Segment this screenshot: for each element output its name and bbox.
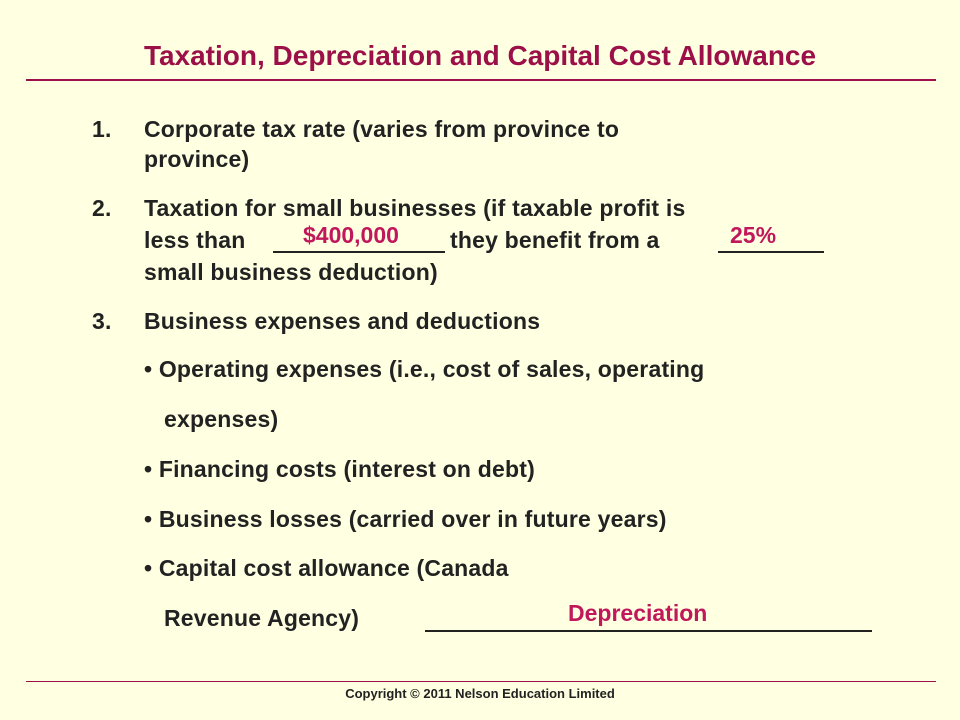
bullet-capital-cost-allowance: • Capital cost allowance (Canada	[144, 555, 509, 581]
title-underline	[26, 79, 936, 81]
bullet-operating-expenses-cont: expenses)	[164, 406, 279, 432]
bullet-capital-cost-allowance-cont: Revenue Agency)	[164, 605, 360, 631]
item-2-number: 2.	[92, 195, 112, 221]
item-3-line-1: Business expenses and deductions	[144, 308, 541, 334]
item-2-line-2b: they benefit from a	[450, 227, 660, 253]
cca-blank	[425, 630, 872, 632]
bullet-business-losses: • Business losses (carried over in future years)	[144, 506, 667, 532]
item-2-line-1: Taxation for small businesses (if taxable profit is	[144, 195, 686, 221]
copyright-footer: Copyright © 2011 Nelson Education Limited	[345, 686, 615, 701]
item-3-number: 3.	[92, 308, 112, 334]
threshold-answer: $400,000	[303, 222, 399, 248]
bullet-operating-expenses: • Operating expenses (i.e., cost of sales, operating	[144, 356, 705, 382]
cca-equivalent-answer: Depreciation	[568, 600, 708, 626]
item-2-line-3: small business deduction)	[144, 259, 438, 285]
footer-divider	[26, 681, 936, 682]
deduction-blank	[718, 251, 824, 253]
item-2-line-2a: less than	[144, 227, 246, 253]
slide-title: Taxation, Depreciation and Capital Cost Allowance	[143, 40, 817, 71]
bullet-financing-costs: • Financing costs (interest on debt)	[144, 456, 535, 482]
item-1-line-2: province)	[144, 146, 250, 172]
item-1-number: 1.	[92, 116, 112, 142]
threshold-blank	[273, 251, 445, 253]
item-1-line-1: Corporate tax rate (varies from province to	[144, 116, 620, 142]
deduction-rate-answer: 25%	[730, 222, 777, 248]
